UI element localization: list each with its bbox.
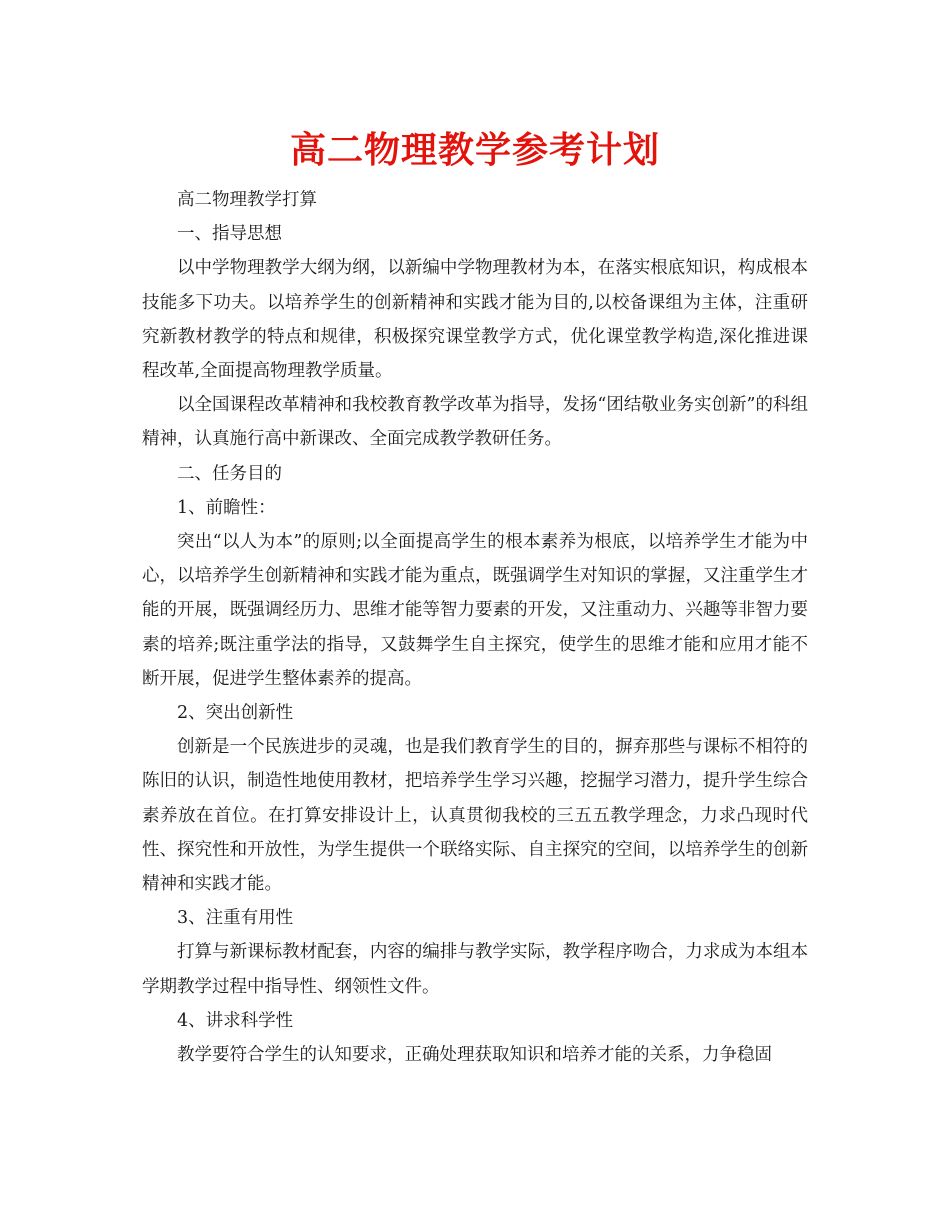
body-paragraph: 打算与新课标教材配套，内容的编排与教学实际，教学程序吻合，力求成为本组本学期教学过程中指导性、纲领性文件。 xyxy=(142,942,808,997)
section-heading-task-goals: 二、任务目的 xyxy=(177,463,282,484)
subheading-innovation: 2、突出创新性 xyxy=(177,703,294,724)
document-title: 高二物理教学参考计划 xyxy=(289,130,660,171)
body-paragraph: 教学要符合学生的认知要求，正确处理获取知识和培养才能的关系，力争稳固 xyxy=(177,1045,772,1066)
body-paragraph: 突出“以人为本”的原则;以全面提高学生的根本素养为根底，以培养学生才能为中心，以培养学生创新精神和实践才能为重点，既强调学生对知识的掌握，又注重学生才能的开展，既强调经历力、思维才能等智力要素的开发，又注重动力、兴趣等非智力要素的培养;既注重学法的指导，又鼓舞学生自主探究，使学生的思维才能和应用才能不断开展，促进学生整体素养的提高。 xyxy=(142,532,808,689)
body-paragraph: 以中学物理教学大纲为纲，以新编中学物理教材为本，在落实根底知识，构成根本技能多下功夫。以培养学生的创新精神和实践才能为目的,以校备课组为主体，注重研究新教材教学的特点和规律，积极探究课堂教学方式，优化课堂教学构造,深化推进课程改革,全面提高物理教学质量。 xyxy=(142,258,808,382)
subheading-forward-looking: 1、前瞻性： xyxy=(177,497,276,518)
subheading-scientific: 4、讲求科学性 xyxy=(177,1010,294,1031)
subtitle-paragraph: 高二物理教学打算 xyxy=(177,190,317,210)
body-paragraph: 创新是一个民族进步的灵魂，也是我们教育学生的目的，摒弃那些与课标不相符的陈旧的认识，制造性地使用教材，把培养学生学习兴趣，挖掘学习潜力，提升学生综合素养放在首位。在打算安排设计上，认真贯彻我校的三五五教学理念，力求凸现时代性、探究性和开放性，为学生提供一个联络实际、自主探究的空间，以培养学生的创新精神和实践才能。 xyxy=(142,737,808,895)
document-body xyxy=(142,183,808,1072)
subheading-practicality: 3、注重有用性 xyxy=(177,908,294,929)
section-heading-guiding-thought: 一、指导思想 xyxy=(177,224,282,245)
body-paragraph: 以全国课程改革精神和我校教育教学改革为指导，发扬“团结敬业务实创新”的科组精神，认真施行高中新课改、全面完成教学教研任务。 xyxy=(142,395,808,450)
